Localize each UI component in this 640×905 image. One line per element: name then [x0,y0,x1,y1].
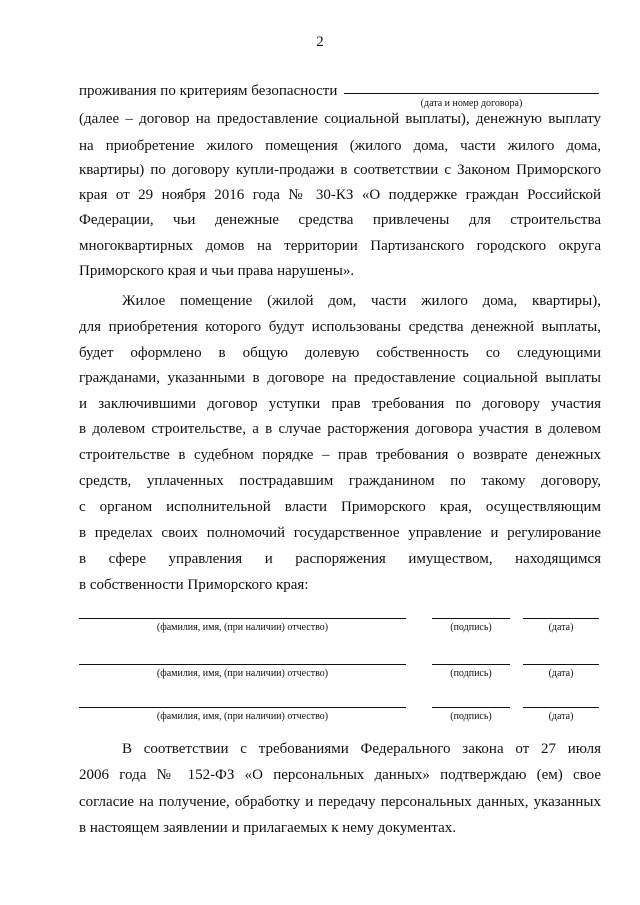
paragraph3-line: согласие на получение, обработку и передачу персональных данных, указанных [79,794,601,810]
name-blank-line [79,618,406,619]
paragraph2-line: Жилое помещение (жилой дом, части жилого дома, квартиры), [122,293,601,309]
contract-caption: (дата и номер договора) [420,98,523,109]
paragraph2-line: с органом исполнительной власти Приморского края, осуществляющим [79,499,601,515]
paragraph2-line: и заключившими договор уступки прав требования по договору участия [79,396,601,412]
name-caption: (фамилия, имя, (при наличии) отчество) [156,711,329,722]
date-caption: (дата) [548,711,574,722]
paragraph1-line: на приобретение жилого помещения (жилого дома, части жилого дома, [79,138,601,154]
paragraph2-line: средств, уплаченных пострадавшим гражданином по такому договору, [79,473,601,489]
date-caption: (дата) [548,668,574,679]
signature-blank-line [432,618,510,619]
paragraph3-line: В соответствии с требованиями Федерального закона от 27 июля [122,741,601,757]
date-caption: (дата) [548,622,574,633]
paragraph1-line: края от 29 ноября 2016 года № 30-КЗ «О поддержке граждан Российской [79,187,601,203]
date-blank-line [523,618,599,619]
paragraph2-line: в долевом строительстве, а в случае расторжения договора участия в долевом [79,421,601,437]
signature-blank-line [432,707,510,708]
contract-blank-line [344,93,599,94]
paragraph2-line: в собственности Приморского края: [79,577,309,593]
page-number: 2 [316,34,324,50]
paragraph2-line: в сфере управления и распоряжения имуществом, находящимся [79,551,601,567]
paragraph1-line: квартиры) по договору купли-продажи в соответствии с Законом Приморского [79,162,601,178]
signature-caption: (подпись) [450,668,492,679]
paragraph3-line: 2006 года № 152-ФЗ «О персональных данных» подтверждаю (ем) свое [79,767,601,783]
signature-caption: (подпись) [450,622,492,633]
paragraph1-line: (далее – договор на предоставление социальной выплаты), денежную выплату [79,111,601,127]
paragraph2-line: гражданами, указанными в договоре на предоставление социальной выплаты [79,370,601,386]
signature-caption: (подпись) [450,711,492,722]
name-blank-line [79,664,406,665]
name-blank-line [79,707,406,708]
paragraph2-line: для приобретения которого будут использованы средства денежной выплаты, [79,319,601,335]
paragraph1-line: многоквартирных домов на территории Партизанского городского округа [79,238,601,254]
paragraph2-line: будет оформлено в общую долевую собственность со следующими [79,345,601,361]
paragraph3-line: в настоящем заявлении и прилагаемых к нему документах. [79,820,456,836]
date-blank-line [523,707,599,708]
date-blank-line [523,664,599,665]
name-caption: (фамилия, имя, (при наличии) отчество) [156,668,329,679]
signature-blank-line [432,664,510,665]
name-caption: (фамилия, имя, (при наличии) отчество) [156,622,329,633]
paragraph2-line: строительстве в судебном порядке – прав требования о возврате денежных [79,447,601,463]
paragraph1-line: Федерации, чьи денежные средства привлечены для строительства [79,212,601,228]
paragraph1-line: Приморского края и чьи права нарушены». [79,263,355,279]
paragraph2-line: в пределах своих полномочий государственное управление и регулирование [79,525,601,541]
intro-line: проживания по критериям безопасности [79,83,338,99]
